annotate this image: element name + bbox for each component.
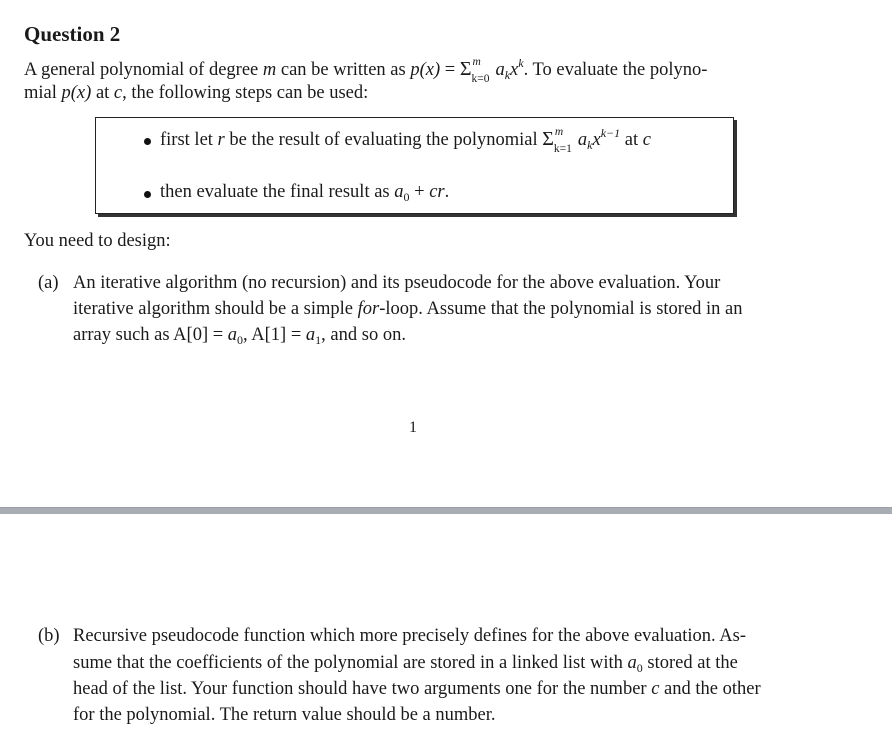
step-text: be the result of evaluating the polynomial: [224, 130, 543, 150]
superscript-k: k: [518, 56, 524, 70]
plus-sign: +: [409, 182, 430, 202]
coef-a: a: [227, 325, 238, 345]
intro-line-1: [24, 57, 707, 83]
step-text: then evaluate the final result as: [160, 182, 395, 202]
subscript-k: k: [587, 138, 593, 152]
part-a-text: array such as A[0] =: [73, 325, 228, 345]
p-of-x: p(x): [61, 83, 92, 103]
sum-lower: k=1: [553, 143, 572, 155]
coef-a: a: [495, 60, 505, 80]
sum-sign: Σ: [459, 58, 472, 80]
part-b-text: sume that the coefficients of the polynomial are stored in a linked list with: [73, 653, 628, 673]
step-text: at: [620, 130, 643, 150]
product-cr: cr: [429, 182, 445, 202]
part-b-line-4: for the polynomial. The return value should be a number.: [73, 705, 496, 725]
part-b-line-3: [73, 677, 761, 701]
steps-box: [95, 117, 734, 214]
var-x: x: [510, 60, 519, 80]
part-b-line-1: Recursive pseudocode function which more precisely defines for the above evaluation. As-: [73, 626, 746, 646]
subscript-0: 0: [403, 190, 410, 204]
part-b-text: and the other: [659, 679, 761, 699]
var-r: r: [217, 130, 225, 150]
part-b-text: stored at the: [642, 653, 738, 673]
sum-upper: m: [472, 56, 481, 68]
subscript-k: k: [504, 68, 511, 82]
intro-text: can be written as: [276, 60, 411, 80]
page-number: 1: [409, 419, 417, 436]
coef-a: a: [305, 325, 316, 345]
intro-line-2: [24, 81, 368, 105]
exponent-k-minus-1: k−1: [600, 126, 621, 140]
part-a-text: -loop. Assume that the polynomial is stored in an: [379, 299, 743, 319]
period: .: [444, 182, 450, 202]
subscript-0: 0: [636, 661, 643, 675]
part-a-text: , and so on.: [321, 325, 406, 345]
intro-text: A general polynomial of degree: [24, 60, 263, 80]
step-2: [160, 180, 449, 205]
design-label: You need to design:: [24, 231, 171, 251]
page-divider: [0, 507, 892, 514]
part-a-line-2: [73, 297, 743, 321]
equals-sign: =: [440, 60, 460, 80]
part-a-text: iterative algorithm should be a simple: [73, 299, 358, 319]
for-emphasis: for: [357, 299, 380, 319]
coef-a: a: [577, 130, 588, 150]
var-m: m: [262, 60, 277, 80]
p-of-x: p(x): [410, 60, 441, 80]
sum-upper: m: [554, 126, 564, 138]
sum-lower: k=0: [471, 73, 490, 85]
sum-limits: [553, 126, 578, 155]
intro-text: mial: [24, 83, 62, 103]
var-x: x: [592, 130, 601, 150]
part-b-label: (b): [38, 626, 60, 646]
step-1: [160, 127, 651, 153]
part-a-line-3: [73, 323, 406, 348]
part-a-label: (a): [38, 273, 59, 293]
question-title: Question 2: [24, 22, 121, 46]
step-text: first let: [160, 130, 218, 150]
bullet-icon: [144, 191, 151, 198]
intro-text: . To evaluate the polyno-: [523, 60, 708, 80]
part-a-line-1: An iterative algorithm (no recursion) and its pseudocode for the above evaluation. Your: [73, 273, 721, 293]
part-b-text: head of the list. Your function should have two arguments one for the number: [73, 679, 652, 699]
intro-text: at: [91, 83, 114, 103]
subscript-0: 0: [237, 333, 244, 347]
var-c: c: [642, 130, 651, 150]
coef-a: a: [627, 653, 637, 673]
part-a-text: , A[1] =: [243, 325, 306, 345]
sum-limits: [471, 56, 495, 85]
subscript-1: 1: [315, 333, 322, 347]
intro-text: , the following steps can be used:: [122, 83, 369, 103]
sum-sign: Σ: [542, 128, 554, 150]
coef-a: a: [394, 182, 404, 202]
part-b-line-2: [73, 651, 738, 676]
var-c: c: [651, 679, 660, 699]
var-c: c: [113, 83, 123, 103]
bullet-icon: [144, 138, 151, 145]
